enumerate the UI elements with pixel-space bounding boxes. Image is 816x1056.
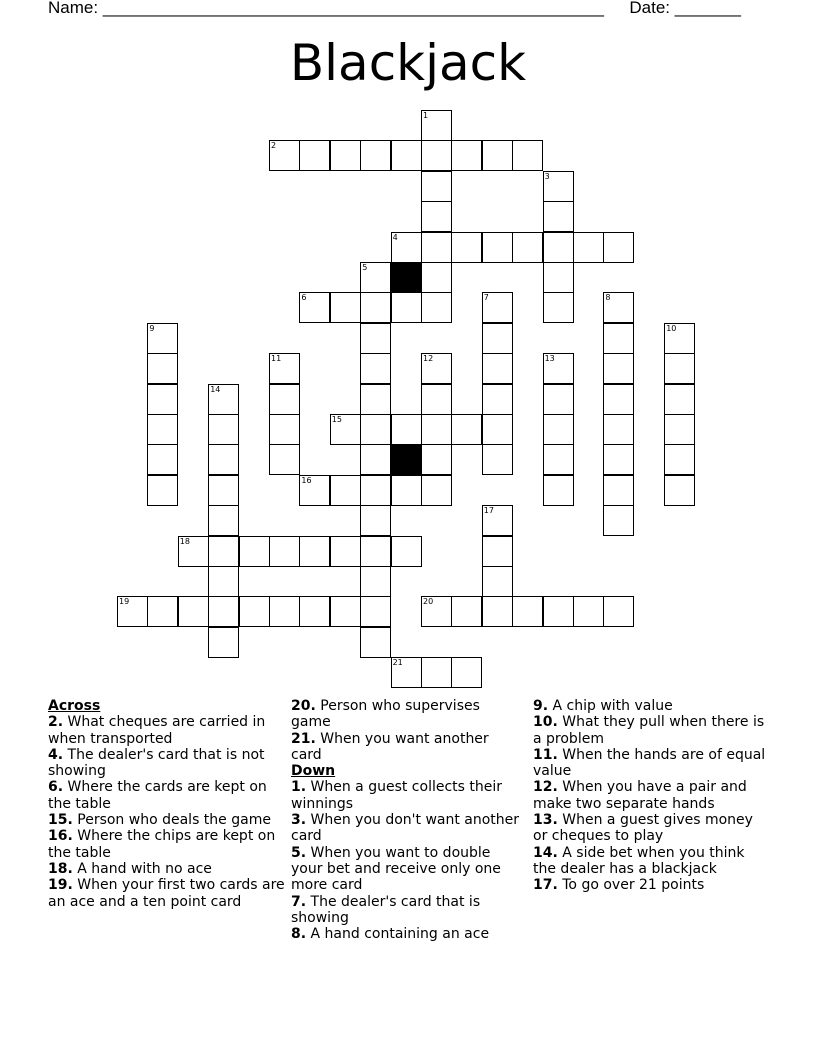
grid-cell[interactable] [269, 536, 300, 567]
grid-cell[interactable] [482, 566, 513, 597]
clue-text: A hand with no ace [72, 860, 212, 877]
grid-cell[interactable] [664, 414, 695, 445]
clue-text: When you don't want another card [291, 812, 520, 845]
grid-cell[interactable] [421, 110, 452, 141]
grid-cell[interactable] [664, 384, 695, 415]
grid-cell[interactable] [360, 353, 391, 384]
clue-text: A hand containing an ace [306, 926, 490, 943]
clue-text: What cheques are carried in when transported [48, 714, 266, 747]
clue-text: When a guest gives money or cheques to play [533, 812, 753, 845]
grid-cell[interactable] [208, 475, 239, 506]
clue-num: 2. [48, 714, 64, 731]
grid-cell[interactable] [482, 536, 513, 567]
grid-cell[interactable] [360, 384, 391, 415]
grid-cell[interactable] [299, 536, 330, 567]
grid-cell[interactable] [451, 140, 482, 171]
grid-cell[interactable] [391, 536, 422, 567]
grid-cell[interactable] [664, 444, 695, 475]
grid-cell[interactable] [482, 323, 513, 354]
clue-num: 19. [48, 877, 73, 894]
grid-cell[interactable] [603, 384, 634, 415]
clue-num: 10. [533, 714, 558, 731]
down-clue [291, 845, 521, 894]
clue-text: Where the chips are kept on the table [48, 828, 276, 861]
clue-number: 21 [392, 658, 403, 668]
grid-cell[interactable] [360, 627, 391, 658]
clue-num: 12. [533, 779, 558, 796]
clue-number: 2 [271, 141, 277, 151]
grid-cell[interactable] [147, 323, 178, 354]
clue-text: When you want another card [291, 730, 489, 763]
grid-cell[interactable] [421, 353, 452, 384]
clue-text: Where the cards are kept on the table [48, 779, 267, 812]
name-label: Name: [48, 0, 99, 17]
grid-cell[interactable] [421, 292, 452, 323]
clue-text: The dealer's card that is showing [291, 893, 481, 926]
grid-cell[interactable] [421, 140, 452, 171]
page-title: Blackjack [289, 34, 527, 92]
down-clue [533, 877, 768, 893]
clue-number: 16 [301, 475, 312, 485]
grid-cell[interactable] [147, 353, 178, 384]
grid-cell[interactable] [147, 475, 178, 506]
across-clue [48, 714, 286, 747]
clue-text: Person who deals the game [72, 812, 271, 829]
grid-cell[interactable] [360, 505, 391, 536]
clue-num: 16. [48, 828, 73, 845]
grid-cell[interactable] [360, 323, 391, 354]
clue-num: 14. [533, 844, 558, 861]
grid-cell[interactable] [147, 596, 178, 627]
grid-cell[interactable] [269, 384, 300, 415]
grid-cell[interactable] [482, 140, 513, 171]
clue-text: The dealer's card that is not showing [48, 746, 265, 780]
grid-cell[interactable] [147, 444, 178, 475]
grid-cell[interactable] [543, 596, 574, 627]
clue-text: To go over 21 points [557, 877, 705, 894]
grid-cell[interactable] [543, 201, 574, 232]
across-clue [48, 779, 286, 812]
grid-cell[interactable] [330, 536, 361, 567]
grid-cell[interactable] [330, 292, 361, 323]
clue-num: 6. [48, 779, 64, 796]
clue-num: 15. [48, 812, 73, 829]
grid-cell[interactable] [299, 140, 330, 171]
grid-cell[interactable] [603, 414, 634, 445]
grid-cell[interactable] [391, 475, 422, 506]
grid-cell[interactable] [543, 292, 574, 323]
clue-column-1 [48, 698, 286, 910]
clue-text: A chip with value [548, 698, 673, 714]
clue-text: When the hands are of equal value [533, 746, 766, 780]
grid-cell[interactable] [117, 596, 148, 627]
grid-cell[interactable] [603, 505, 634, 536]
grid-cell[interactable] [391, 292, 422, 323]
grid-cell[interactable] [208, 596, 239, 627]
grid-cell[interactable] [543, 171, 574, 202]
grid-cell[interactable] [421, 201, 452, 232]
grid-cell[interactable] [482, 444, 513, 475]
grid-cell[interactable] [330, 140, 361, 171]
grid-cell[interactable] [421, 384, 452, 415]
grid-cell[interactable] [482, 232, 513, 263]
grid-cell[interactable] [208, 444, 239, 475]
clue-number: 11 [271, 354, 282, 364]
clue-number: 8 [605, 293, 611, 303]
clue-text: What they pull when there is a problem [533, 714, 765, 747]
grid-cell[interactable] [512, 596, 543, 627]
grid-cell[interactable] [451, 657, 482, 688]
grid-cell[interactable] [269, 444, 300, 475]
down-clue [533, 779, 768, 812]
date-label: Date: [629, 0, 671, 17]
grid-cell[interactable] [360, 566, 391, 597]
clue-text: When you want to double your bet and receive only one more card [291, 844, 501, 894]
across-clue [48, 747, 286, 780]
grid-cell[interactable] [543, 414, 574, 445]
grid-cell[interactable] [330, 414, 361, 445]
grid-cell[interactable] [269, 353, 300, 384]
black-square [391, 444, 422, 475]
clue-num: 9. [533, 698, 549, 714]
clue-num: 3. [291, 812, 307, 829]
clue-number: 12 [423, 354, 434, 364]
down-clue [291, 812, 521, 845]
grid-cell[interactable] [421, 232, 452, 263]
clue-number: 3 [544, 171, 550, 181]
grid-cell[interactable] [178, 536, 209, 567]
down-clue [533, 714, 768, 747]
grid-cell[interactable] [421, 414, 452, 445]
clue-column-2 [291, 698, 521, 942]
clue-num: 17. [533, 877, 558, 894]
grid-cell[interactable] [208, 627, 239, 658]
clue-num: 18. [48, 860, 73, 877]
grid-cell[interactable] [451, 414, 482, 445]
clue-num: 7. [291, 893, 307, 910]
grid-cell[interactable] [482, 353, 513, 384]
down-clue [291, 779, 521, 812]
grid-cell[interactable] [421, 475, 452, 506]
clue-text: When your first two cards are an ace and a ten point card [48, 877, 285, 910]
clue-num: 1. [291, 779, 307, 796]
grid-cell[interactable] [299, 292, 330, 323]
grid-cell[interactable] [208, 536, 239, 567]
clue-num: 13. [533, 812, 558, 829]
grid-cell[interactable] [603, 596, 634, 627]
grid-cell[interactable] [421, 657, 452, 688]
grid-cell[interactable] [543, 262, 574, 293]
grid-cell[interactable] [482, 596, 513, 627]
grid-cell[interactable] [543, 384, 574, 415]
grid-cell[interactable] [360, 140, 391, 171]
name-line[interactable]: _____________________________________________________ [102, 0, 604, 17]
black-square [391, 262, 422, 293]
grid-cell[interactable] [421, 596, 452, 627]
down-heading: Down [291, 763, 336, 780]
across-clue [48, 861, 286, 877]
across-clue [48, 812, 286, 828]
clue-num: 21. [291, 730, 316, 747]
grid-cell[interactable] [360, 596, 391, 627]
grid-cell[interactable] [269, 140, 300, 171]
grid-cell[interactable] [603, 292, 634, 323]
clue-num: 11. [533, 746, 558, 763]
clue-number: 14 [210, 384, 221, 394]
grid-cell[interactable] [360, 262, 391, 293]
grid-cell[interactable] [299, 596, 330, 627]
grid-cell[interactable] [451, 596, 482, 627]
grid-cell[interactable] [421, 262, 452, 293]
clue-number: 17 [483, 506, 494, 516]
grid-cell[interactable] [330, 596, 361, 627]
grid-cell[interactable] [178, 596, 209, 627]
grid-cell[interactable] [573, 596, 604, 627]
grid-cell[interactable] [239, 596, 270, 627]
clue-number: 15 [331, 415, 342, 424]
down-clue [533, 812, 768, 845]
grid-cell[interactable] [360, 414, 391, 445]
grid-cell[interactable] [208, 566, 239, 597]
grid-cell[interactable] [421, 171, 452, 202]
clue-number: 13 [544, 354, 555, 364]
clue-number: 9 [149, 323, 155, 333]
across-clue [48, 877, 286, 910]
grid-cell[interactable] [603, 323, 634, 354]
clue-column-3 [533, 698, 768, 894]
grid-cell[interactable] [299, 475, 330, 506]
grid-cell[interactable] [543, 475, 574, 506]
grid-cell[interactable] [360, 444, 391, 475]
clue-num: 8. [291, 926, 307, 943]
grid-cell[interactable] [512, 140, 543, 171]
grid-cell[interactable] [482, 505, 513, 536]
across-clue [48, 828, 286, 861]
grid-cell[interactable] [573, 232, 604, 263]
grid-cell[interactable] [360, 475, 391, 506]
grid-cell[interactable] [451, 232, 482, 263]
grid-cell[interactable] [239, 536, 270, 567]
clue-text: A side bet when you think the dealer has a blackjack [533, 844, 745, 877]
clue-number: 7 [483, 293, 489, 303]
grid-cell[interactable] [391, 414, 422, 445]
date-line[interactable]: _______ [674, 0, 741, 17]
grid-cell[interactable] [603, 232, 634, 263]
clue-text: Person who supervises game [291, 698, 480, 731]
clue-number: 1 [423, 111, 429, 120]
grid-cell[interactable] [543, 444, 574, 475]
across-clue [291, 731, 521, 764]
grid-cell[interactable] [360, 292, 391, 323]
grid-cell[interactable] [482, 414, 513, 445]
clue-num: 20. [291, 698, 316, 714]
grid-cell[interactable] [391, 657, 422, 688]
grid-cell[interactable] [603, 475, 634, 506]
grid-cell[interactable] [543, 232, 574, 263]
grid-cell[interactable] [208, 384, 239, 415]
clue-number: 5 [362, 263, 368, 272]
down-clue [533, 747, 768, 780]
across-clue [291, 698, 521, 731]
clue-number: 18 [179, 536, 190, 546]
grid-cell[interactable] [543, 353, 574, 384]
grid-cell[interactable] [482, 292, 513, 323]
grid-cell[interactable] [421, 444, 452, 475]
down-clue [533, 845, 768, 878]
grid-cell[interactable] [208, 414, 239, 445]
down-clue [533, 698, 768, 714]
down-clue [291, 926, 521, 942]
clue-text: When you have a pair and make two separate hands [533, 779, 747, 812]
clue-num: 4. [48, 746, 64, 763]
grid-cell[interactable] [269, 596, 300, 627]
clue-text: When a guest collects their winnings [291, 779, 503, 812]
clue-number: 20 [423, 597, 434, 607]
clue-number: 10 [666, 323, 677, 333]
grid-cell[interactable] [330, 475, 361, 506]
grid-cell[interactable] [147, 384, 178, 415]
grid-cell[interactable] [603, 353, 634, 384]
down-clue [291, 894, 521, 927]
grid-cell[interactable] [147, 414, 178, 445]
grid-cell[interactable] [603, 444, 634, 475]
clue-number: 6 [301, 293, 307, 303]
grid-cell[interactable] [360, 536, 391, 567]
clue-num: 5. [291, 844, 307, 861]
across-heading: Across [48, 698, 101, 714]
grid-cell[interactable] [664, 353, 695, 384]
grid-cell[interactable] [664, 323, 695, 354]
grid-cell[interactable] [512, 232, 543, 263]
clue-number: 19 [119, 597, 130, 607]
clue-number: 4 [392, 232, 398, 242]
grid-cell[interactable] [391, 232, 422, 263]
grid-cell[interactable] [269, 414, 300, 445]
grid-cell[interactable] [208, 505, 239, 536]
grid-cell[interactable] [391, 140, 422, 171]
grid-cell[interactable] [482, 384, 513, 415]
grid-cell[interactable] [664, 475, 695, 506]
